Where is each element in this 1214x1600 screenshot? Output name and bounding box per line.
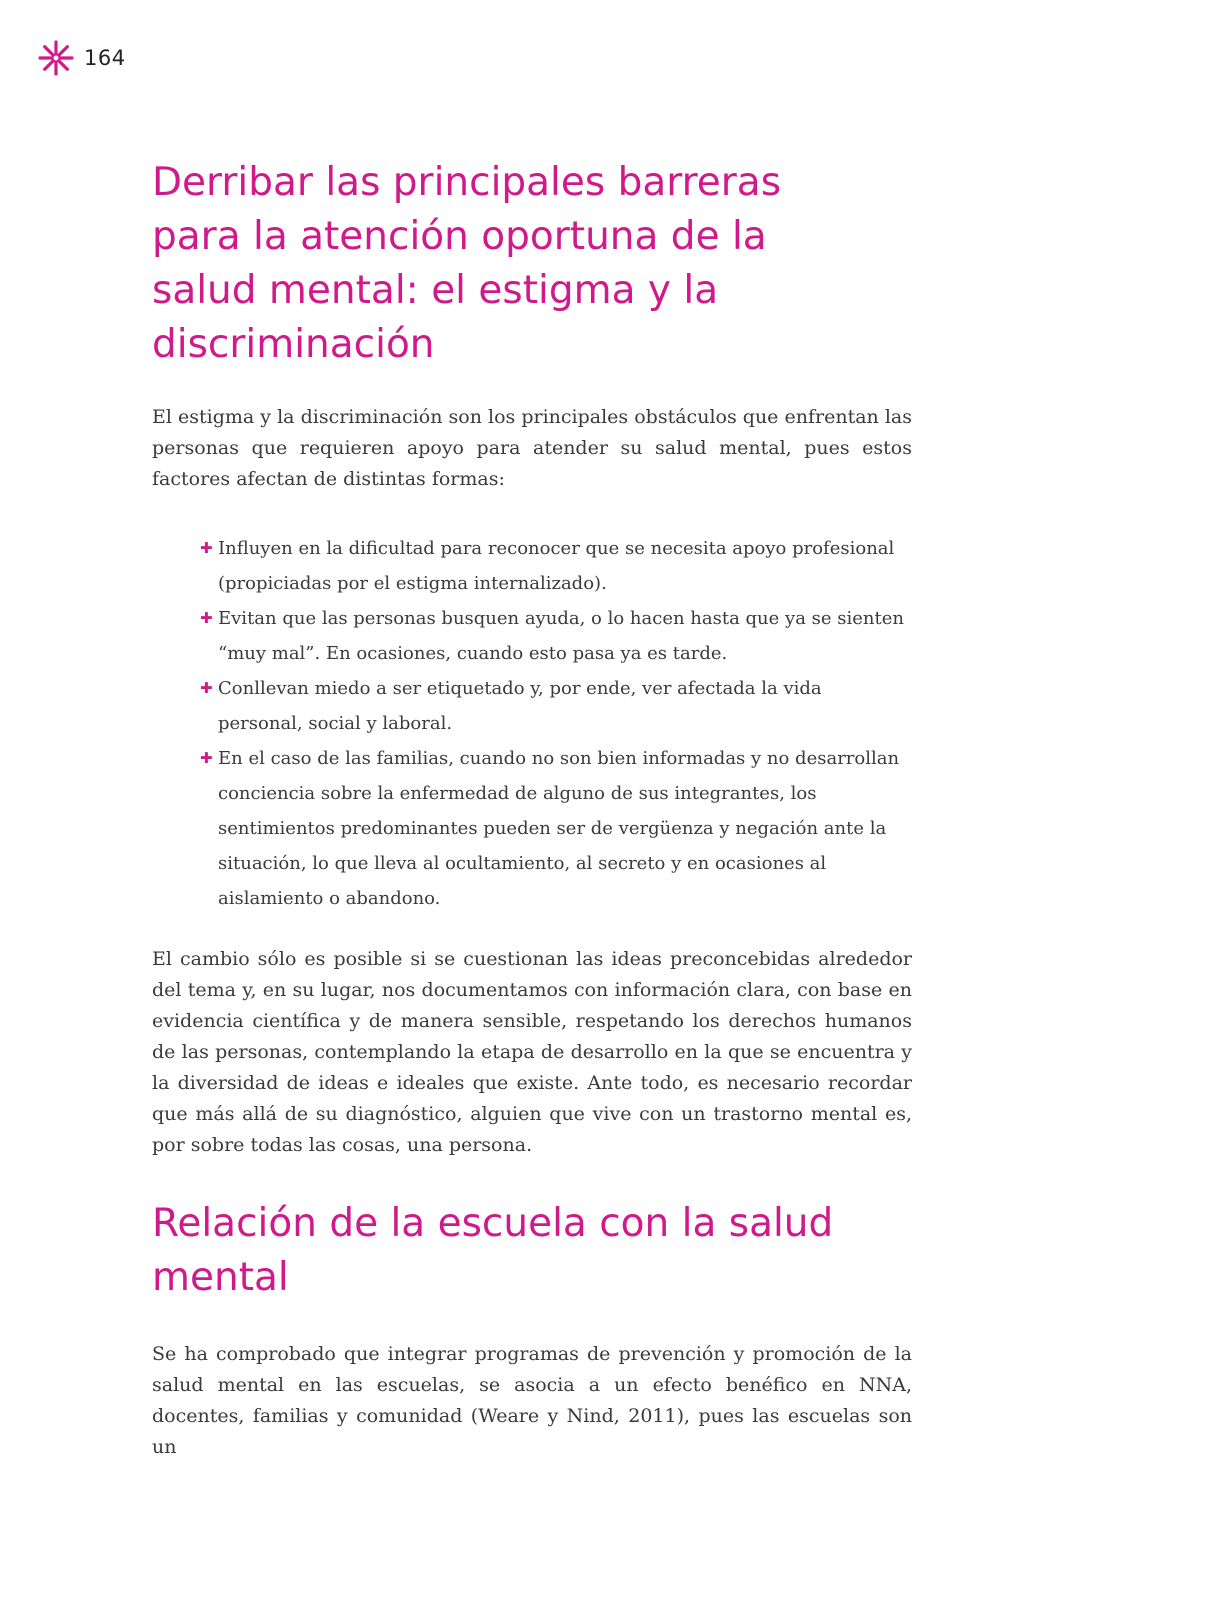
school-paragraph: Se ha comprobado que integrar programas de prevención y promoción de la salud mental en las escuelas, se asocia a un efecto benéfico en NNA, docentes, familias y comunidad (Weare y Nind, 2011), pues las escuelas son un	[152, 1343, 912, 1458]
bullet-list	[152, 531, 912, 916]
list-item	[200, 601, 912, 671]
list-item-text: Influyen en la dificultad para reconocer que se necesita apoyo profesional (propiciadas por el estigma internalizado).	[218, 538, 895, 594]
list-item	[200, 741, 912, 916]
plus-bullet-icon: ✚	[200, 679, 213, 697]
list-item	[200, 671, 912, 741]
list-item-text: Conllevan miedo a ser etiquetado y, por ende, ver afectada la vida personal, social y laboral.	[218, 678, 822, 734]
plus-bullet-icon: ✚	[200, 539, 213, 557]
change-paragraph: El cambio sólo es posible si se cuestionan las ideas preconcebidas alrededor del tema y, en su lugar, nos documentamos con información clara, con base en evidencia científica y de manera sensible, respetando los derechos humanos de las personas, contemplando la etapa de desarrollo en la que se encuentra y la diversidad de ideas e ideales que existe. Ante todo, es necesario recordar que más allá de su diagnóstico, alguien que vive con un trastorno mental es, por sobre todas las cosas, una persona.	[152, 948, 912, 1156]
section-heading-stigma: Derribar las principales barreras para la atención oportuna de la salud mental: el estigma y la discriminación	[152, 160, 782, 367]
intro-paragraph: El estigma y la discriminación son los principales obstáculos que enfrentan las personas que requieren apoyo para atender su salud mental, pues estos factores afectan de distintas formas:	[152, 406, 912, 490]
page-header	[38, 40, 126, 76]
list-item-text: Evitan que las personas busquen ayuda, o lo hacen hasta que ya se sienten “muy mal”. En ocasiones, cuando esto pasa ya es tarde.	[218, 608, 904, 664]
section-heading-school: Relación de la escuela con la salud mental	[152, 1201, 834, 1300]
plus-bullet-icon: ✚	[200, 749, 213, 767]
asterisk-star-icon	[38, 40, 74, 76]
list-item	[200, 531, 912, 601]
page-content	[152, 156, 912, 1463]
plus-bullet-icon: ✚	[200, 609, 213, 627]
list-item-text: En el caso de las familias, cuando no son bien informadas y no desarrollan conciencia sobre la enfermedad de alguno de sus integrantes, los sentimientos predominantes pueden ser de vergüenza y negación ante la situación, lo que lleva al ocultamiento, al secreto y en ocasiones al aislamiento o abandono.	[218, 748, 900, 909]
page-number: 164	[84, 46, 126, 70]
